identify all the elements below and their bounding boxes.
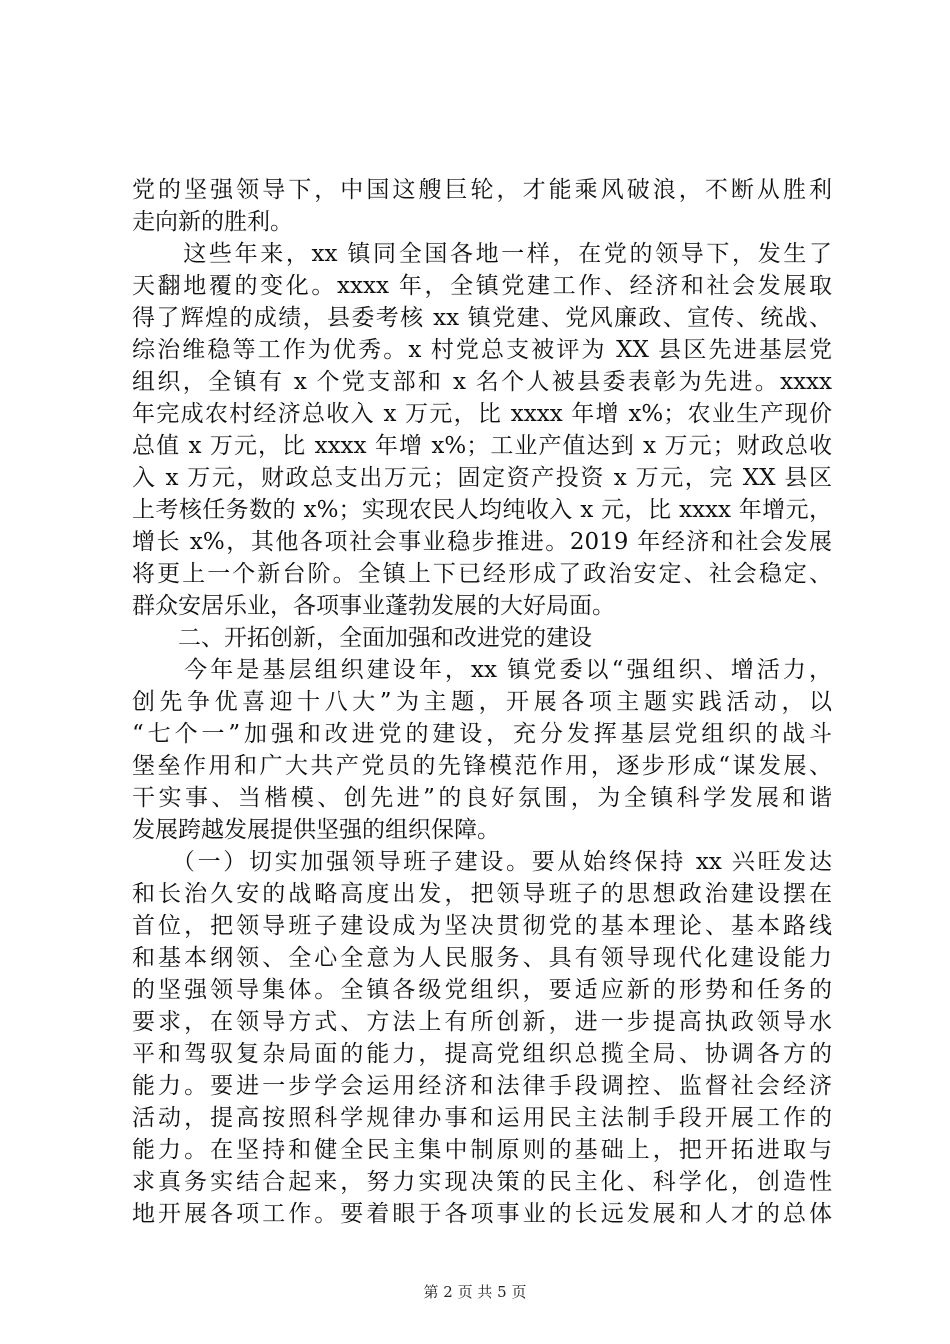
text-line: 和基本纲领、全心全意为人民服务、具有领导现代化建设能力: [132, 945, 832, 971]
text-line: （一）切实加强领导班子建设。要从始终保持 xx 兴旺发达: [132, 849, 832, 875]
text-line: 干实事、当楷模、创先进”的良好氛围，为全镇科学发展和谐: [132, 785, 832, 811]
text-line: 得了辉煌的成绩，县委考核 xx 镇党建、党风廉政、宣传、统战、: [132, 305, 832, 331]
document-body: [132, 174, 832, 1230]
text-line: 增长 x%，其他各项社会事业稳步推进。2019 年经济和社会发展: [132, 529, 832, 555]
text-line: 群众安居乐业，各项事业蓬勃发展的大好局面。: [132, 593, 615, 619]
text-line: 今年是基层组织建设年，xx 镇党委以“强组织、增活力，: [132, 657, 832, 683]
text-line: 创先争优喜迎十八大”为主题，开展各项主题实践活动，以: [132, 689, 832, 715]
text-line: 将更上一个新台阶。全镇上下已经形成了政治安定、社会稳定、: [132, 561, 832, 587]
text-line: 能力。要进一步学会运用经济和法律手段调控、监督社会经济: [132, 1073, 832, 1099]
text-line: 要求，在领导方式、方法上有所创新，进一步提高执政领导水: [132, 1009, 832, 1035]
text-line: 总值 x 万元，比 xxxx 年增 x%；工业产值达到 x 万元；财政总收: [132, 433, 832, 459]
text-line: 平和驾驭复杂局面的能力，提高党组织总揽全局、协调各方的: [132, 1041, 832, 1067]
text-line: 综治维稳等工作为优秀。x 村党总支被评为 XX 县区先进基层党: [132, 337, 832, 363]
text-line: 这些年来，xx 镇同全国各地一样，在党的领导下，发生了: [132, 241, 832, 267]
text-line: 的坚强领导集体。全镇各级党组织，要适应新的形势和任务的: [132, 977, 832, 1003]
text-line: 求真务实结合起来，努力实现决策的民主化、科学化，创造性: [132, 1169, 832, 1195]
text-line: 组织，全镇有 x 个党支部和 x 名个人被县委表彰为先进。xxxx: [132, 369, 832, 395]
text-line: 地开展各项工作。要着眼于各项事业的长远发展和人才的总体: [132, 1201, 832, 1227]
text-line: 天翻地覆的变化。xxxx 年，全镇党建工作、经济和社会发展取: [132, 273, 832, 299]
text-line: 活动，提高按照科学规律办事和运用民主法制手段开展工作的: [132, 1105, 832, 1131]
text-line: 上考核任务数的 x%；实现农民人均纯收入 x 元，比 xxxx 年增元，: [132, 497, 832, 523]
text-line: 和长治久安的战略高度出发，把领导班子的思想政治建设摆在: [132, 881, 832, 907]
text-line: 二、开拓创新，全面加强和改进党的建设: [132, 625, 592, 651]
text-line: 走向新的胜利。: [132, 209, 293, 235]
text-line: “七个一”加强和改进党的建设，充分发挥基层党组织的战斗: [132, 721, 832, 747]
text-line: 入 x 万元，财政总支出万元；固定资产投资 x 万元，完 XX 县区: [132, 465, 832, 491]
text-line: 年完成农村经济总收入 x 万元，比 xxxx 年增 x%；农业生产现价: [132, 401, 832, 427]
text-line: 能力。在坚持和健全民主集中制原则的基础上，把开拓进取与: [132, 1137, 832, 1163]
text-line: 堡垒作用和广大共产党员的先锋模范作用，逐步形成“谋发展、: [132, 753, 832, 779]
text-line: 首位，把领导班子建设成为坚决贯彻党的基本理论、基本路线: [132, 913, 832, 939]
text-line: 发展跨越发展提供坚强的组织保障。: [132, 817, 500, 843]
page-number-footer: 第 2 页 共 5 页: [423, 1283, 527, 1301]
text-line: 党的坚强领导下，中国这艘巨轮，才能乘风破浪，不断从胜利: [132, 177, 832, 203]
